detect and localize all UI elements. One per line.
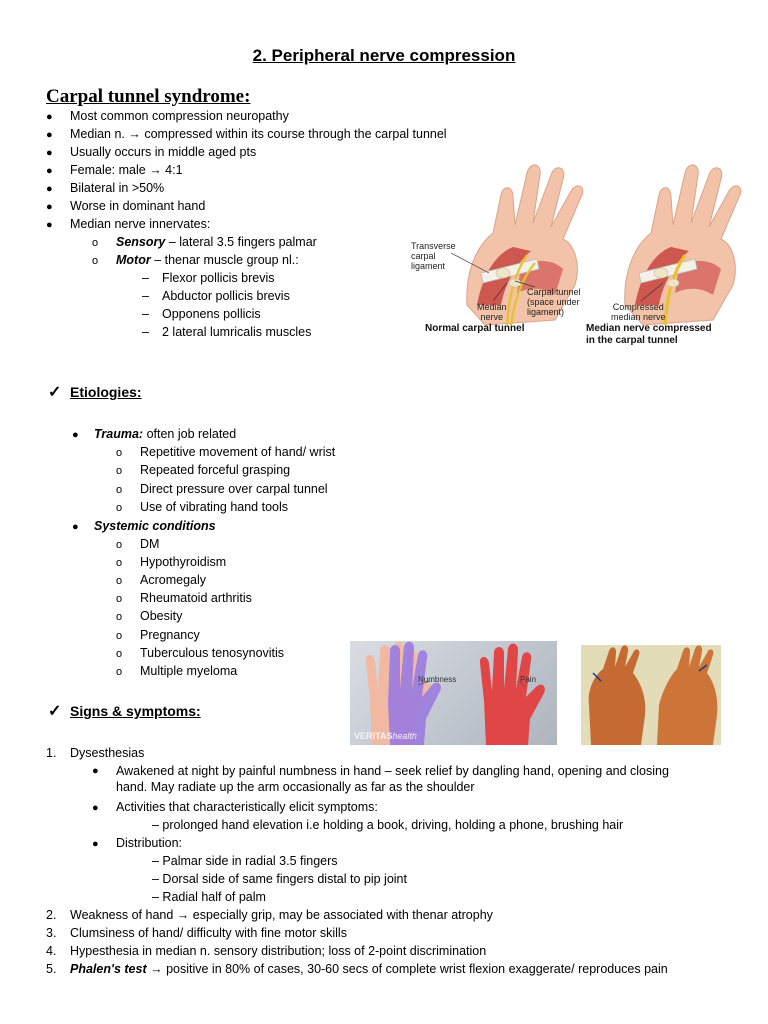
- sub-item: ● Awakened at night by painful numbness in hand – seek relief by dangling hand, opening and closing hand. May radiate up the arm occasionally as far as the shoulder: [92, 764, 669, 794]
- checkmark-icon: ✓: [48, 703, 62, 720]
- etiologies-heading: ✓ Etiologies:: [48, 384, 142, 401]
- numbness-pain-figure: [350, 641, 557, 745]
- list-item: o Use of vibrating hand tools: [116, 500, 289, 514]
- checkmark-icon: ✓: [48, 384, 62, 401]
- numbered-item: 5. Phalen's test → positive in 80% of cases, 30-60 secs of complete wrist flexion exaggerate/ reproduces pain: [46, 962, 668, 976]
- list-item: ● Worse in dominant hand: [46, 199, 206, 213]
- sub-item: ● Activities that characteristically elicit symptoms:: [92, 800, 378, 814]
- trauma-item: ● Trauma: often job related: [72, 427, 237, 441]
- label-pain: Pain: [520, 675, 537, 684]
- muscle-item: – Flexor pollicis brevis: [142, 271, 275, 285]
- compressed-hand-illustration: [625, 165, 741, 325]
- caption-compressed: Median nerve compressed in the carpal tunnel: [586, 323, 712, 346]
- list-item: ● Female: male → 4:1: [46, 163, 183, 177]
- sub-detail: – Palmar side in radial 3.5 fingers: [152, 854, 338, 868]
- sensory-item: o Sensory – lateral 3.5 fingers palmar: [92, 235, 317, 249]
- sub-item: ● Distribution:: [92, 836, 182, 850]
- list-item: o Repetitive movement of hand/ wrist: [116, 445, 336, 459]
- motor-item: o Motor – thenar muscle group nl.:: [92, 253, 299, 267]
- list-item: ● Median n. → compressed within its course through the carpal tunnel: [46, 127, 447, 141]
- page-title: 2. Peripheral nerve compression: [252, 46, 516, 65]
- list-item: o Rheumatoid arthritis: [116, 591, 252, 605]
- list-item: ● Usually occurs in middle aged pts: [46, 145, 257, 159]
- list-item: o Multiple myeloma: [116, 664, 238, 678]
- numbered-item: 4. Hypesthesia in median n. sensory distribution; loss of 2-point discrimination: [46, 944, 487, 958]
- caption-normal: Normal carpal tunnel: [425, 323, 525, 334]
- muscle-item: – 2 lateral lumricalis muscles: [142, 325, 312, 339]
- carpal-tunnel-heading: Carpal tunnel syndrome:: [46, 86, 251, 107]
- list-item: ● Bilateral in >50%: [46, 181, 165, 195]
- label-compressed-nerve: Compressed median nerve: [611, 302, 666, 322]
- list-item: o Direct pressure over carpal tunnel: [116, 482, 328, 496]
- muscle-item: – Abductor pollicis brevis: [142, 289, 290, 303]
- veritas-health-logo: VERITAShealth: [354, 731, 417, 741]
- list-item: o Hypothyroidism: [116, 555, 227, 569]
- sub-detail: – Radial half of palm: [152, 890, 266, 904]
- list-item: o DM: [116, 537, 160, 551]
- thenar-atrophy-photo: [581, 645, 721, 745]
- list-item: o Repeated forceful grasping: [116, 463, 291, 477]
- sub-detail: – Dorsal side of same fingers distal to pip joint: [152, 872, 407, 886]
- label-transverse-ligament: Transverse carpal ligament: [411, 241, 456, 271]
- carpal-tunnel-figure: [405, 155, 750, 350]
- list-item: o Acromegaly: [116, 573, 206, 587]
- muscle-item: – Opponens pollicis: [142, 307, 261, 321]
- numbered-item: 1. Dysesthesias: [46, 746, 145, 760]
- label-carpal-tunnel: Carpal tunnel (space under ligament): [527, 287, 581, 317]
- numbered-item: 3. Clumsiness of hand/ difficulty with fine motor skills: [46, 926, 347, 940]
- signs-heading: ✓ Signs & symptoms:: [48, 703, 201, 720]
- numbered-item: 2. Weakness of hand → especially grip, may be associated with thenar atrophy: [46, 908, 493, 922]
- systemic-item: ● Systemic conditions: [72, 519, 216, 533]
- label-median-nerve: Median nerve: [477, 302, 507, 322]
- label-numbness: Numbness: [418, 675, 457, 684]
- list-item: o Obesity: [116, 609, 183, 623]
- list-item: o Pregnancy: [116, 628, 200, 642]
- list-item: ● Median nerve innervates:: [46, 217, 211, 231]
- list-item: ● Most common compression neuropathy: [46, 109, 289, 123]
- sub-detail: – prolonged hand elevation i.e holding a book, driving, holding a phone, brushing hair: [152, 818, 624, 832]
- list-item: o Tuberculous tenosynovitis: [116, 646, 285, 660]
